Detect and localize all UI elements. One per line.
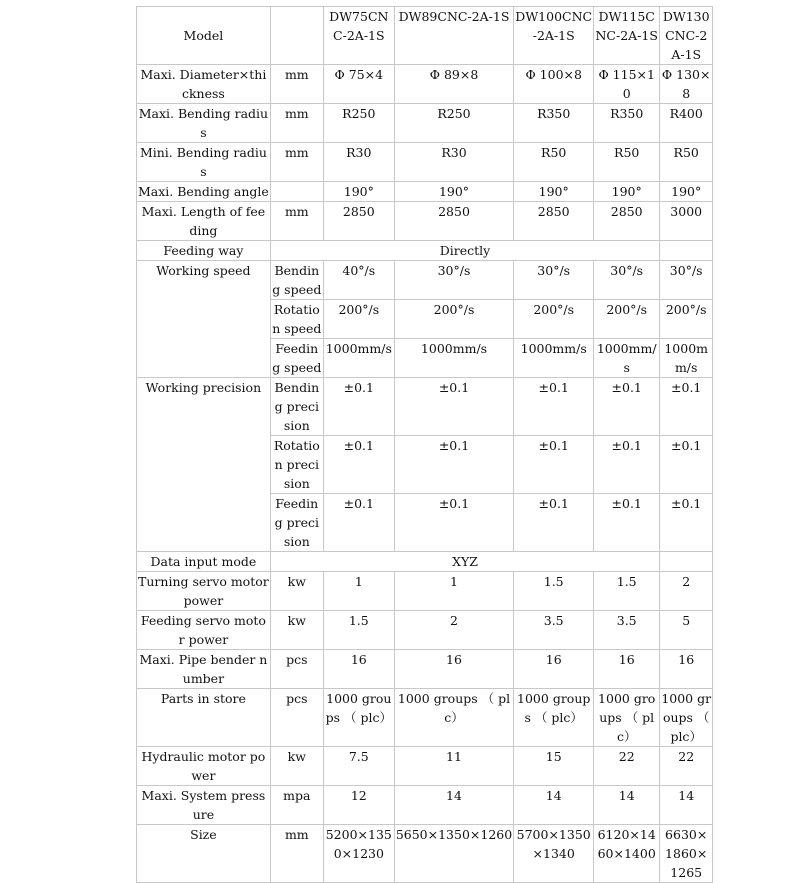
row-value: ±0.1 bbox=[394, 436, 513, 494]
row-unit: pcs bbox=[270, 650, 323, 689]
spec-table bbox=[136, 6, 713, 883]
row-label: Hydraulic motor power bbox=[137, 747, 271, 786]
sub-label: Bending speed bbox=[270, 261, 323, 300]
row-value: Φ 89×8 bbox=[394, 65, 513, 104]
row-value: Φ 130×8 bbox=[660, 65, 713, 104]
row-unit: mm bbox=[270, 104, 323, 143]
spec-row bbox=[137, 611, 713, 650]
row-value: 16 bbox=[323, 650, 394, 689]
row-value: 11 bbox=[394, 747, 513, 786]
spec-row bbox=[137, 689, 713, 747]
row-value: 190° bbox=[394, 182, 513, 202]
row-value: 40°/s bbox=[323, 261, 394, 300]
row-value: R400 bbox=[660, 104, 713, 143]
row-value: Φ 100×8 bbox=[514, 65, 594, 104]
row-value: R50 bbox=[514, 143, 594, 182]
row-unit: mpa bbox=[270, 786, 323, 825]
spec-row bbox=[137, 572, 713, 611]
row-value: ±0.1 bbox=[660, 494, 713, 552]
feeding-way-row bbox=[137, 241, 713, 261]
model-name: DW130CNC-2A-1S bbox=[660, 7, 713, 65]
model-header: Model bbox=[137, 7, 271, 65]
row-value: R50 bbox=[594, 143, 660, 182]
row-value: 14 bbox=[594, 786, 660, 825]
model-name: DW100CNC-2A-1S bbox=[514, 7, 594, 65]
data-input-row bbox=[137, 552, 713, 572]
row-value: 200°/s bbox=[394, 300, 513, 339]
spec-row bbox=[137, 650, 713, 689]
row-value: ±0.1 bbox=[514, 436, 594, 494]
header-row bbox=[137, 7, 713, 65]
row-value: R350 bbox=[594, 104, 660, 143]
row-value: 1000 groups （ plc） bbox=[323, 689, 394, 747]
row-unit: kw bbox=[270, 572, 323, 611]
row-value: 30°/s bbox=[660, 261, 713, 300]
row-value: ±0.1 bbox=[594, 436, 660, 494]
row-label: Parts in store bbox=[137, 689, 271, 747]
row-value: ±0.1 bbox=[394, 378, 513, 436]
row-value: 2 bbox=[394, 611, 513, 650]
row-value: 1.5 bbox=[323, 611, 394, 650]
feeding-way-value: Directly bbox=[270, 241, 659, 261]
row-value: 6120×1460×1400 bbox=[594, 825, 660, 883]
row-value: 15 bbox=[514, 747, 594, 786]
row-value: R250 bbox=[394, 104, 513, 143]
sub-label: Feeding speed bbox=[270, 339, 323, 378]
row-value: Φ 115×10 bbox=[594, 65, 660, 104]
row-value: 190° bbox=[660, 182, 713, 202]
row-value: 1000 groups （ plc） bbox=[394, 689, 513, 747]
row-value: 16 bbox=[514, 650, 594, 689]
row-label: Size bbox=[137, 825, 271, 883]
row-label: Maxi. Bending radius bbox=[137, 104, 271, 143]
row-value: 2850 bbox=[514, 202, 594, 241]
precision-row bbox=[137, 378, 713, 436]
row-value: 2 bbox=[660, 572, 713, 611]
row-unit: kw bbox=[270, 611, 323, 650]
row-value: 190° bbox=[594, 182, 660, 202]
row-value: 2850 bbox=[594, 202, 660, 241]
spec-row bbox=[137, 825, 713, 883]
model-name: DW115CNC-2A-1S bbox=[594, 7, 660, 65]
row-value: R250 bbox=[323, 104, 394, 143]
sub-label: Bending precision bbox=[270, 378, 323, 436]
row-value: 5200×1350×1230 bbox=[323, 825, 394, 883]
row-value: 14 bbox=[394, 786, 513, 825]
row-value: ±0.1 bbox=[660, 378, 713, 436]
row-label: Feeding servo motor power bbox=[137, 611, 271, 650]
row-label: Turning servo motor power bbox=[137, 572, 271, 611]
row-unit: kw bbox=[270, 747, 323, 786]
row-label: Maxi. Pipe bender number bbox=[137, 650, 271, 689]
row-value: 200°/s bbox=[660, 300, 713, 339]
spec-row bbox=[137, 182, 713, 202]
unit-header bbox=[270, 7, 323, 65]
row-value: 16 bbox=[594, 650, 660, 689]
row-value: 16 bbox=[394, 650, 513, 689]
row-value: 22 bbox=[660, 747, 713, 786]
row-value: 1 bbox=[394, 572, 513, 611]
row-value: ±0.1 bbox=[594, 494, 660, 552]
row-value: 2850 bbox=[394, 202, 513, 241]
row-unit: mm bbox=[270, 143, 323, 182]
row-value: 2850 bbox=[323, 202, 394, 241]
row-value: 30°/s bbox=[394, 261, 513, 300]
row-value: R350 bbox=[514, 104, 594, 143]
row-value: R30 bbox=[394, 143, 513, 182]
sub-label: Rotation speed bbox=[270, 300, 323, 339]
row-value: ±0.1 bbox=[394, 494, 513, 552]
row-unit bbox=[270, 182, 323, 202]
row-value: 3.5 bbox=[594, 611, 660, 650]
row-value: 5650×1350×1260 bbox=[394, 825, 513, 883]
speed-row bbox=[137, 261, 713, 300]
row-value: 3000 bbox=[660, 202, 713, 241]
row-value: ±0.1 bbox=[660, 436, 713, 494]
row-value: 14 bbox=[514, 786, 594, 825]
row-value: 14 bbox=[660, 786, 713, 825]
model-name: DW75CNC-2A-1S bbox=[323, 7, 394, 65]
row-value: 1000 groups （ plc） bbox=[514, 689, 594, 747]
row-value: 200°/s bbox=[594, 300, 660, 339]
row-label: Data input mode bbox=[137, 552, 271, 572]
row-value: 200°/s bbox=[323, 300, 394, 339]
sub-label: Feeding precision bbox=[270, 494, 323, 552]
row-value: 3.5 bbox=[514, 611, 594, 650]
row-label: Maxi. Diameter×thickness bbox=[137, 65, 271, 104]
working-precision-label: Working precision bbox=[137, 378, 271, 552]
row-value: ±0.1 bbox=[323, 436, 394, 494]
row-label: Mini. Bending radius bbox=[137, 143, 271, 182]
spec-row bbox=[137, 202, 713, 241]
row-value: 1000mm/s bbox=[514, 339, 594, 378]
sub-label: Rotation precision bbox=[270, 436, 323, 494]
row-value: 1.5 bbox=[514, 572, 594, 611]
row-value: 1000 groups （ plc） bbox=[594, 689, 660, 747]
row-value: 5 bbox=[660, 611, 713, 650]
row-value: 16 bbox=[660, 650, 713, 689]
row-value: 12 bbox=[323, 786, 394, 825]
row-value: 1000 groups （ plc） bbox=[660, 689, 713, 747]
working-speed-label: Working speed bbox=[137, 261, 271, 378]
row-label: Maxi. Bending angle bbox=[137, 182, 271, 202]
row-unit: pcs bbox=[270, 689, 323, 747]
row-value: 1000mm/s bbox=[660, 339, 713, 378]
row-value: ±0.1 bbox=[323, 378, 394, 436]
row-value: ±0.1 bbox=[514, 378, 594, 436]
row-value: 1 bbox=[323, 572, 394, 611]
row-label: Maxi. Length of feeding bbox=[137, 202, 271, 241]
row-unit: mm bbox=[270, 65, 323, 104]
spec-row bbox=[137, 747, 713, 786]
row-value: 30°/s bbox=[594, 261, 660, 300]
spec-row bbox=[137, 65, 713, 104]
row-value: ±0.1 bbox=[594, 378, 660, 436]
row-value: 1.5 bbox=[594, 572, 660, 611]
row-value: 200°/s bbox=[514, 300, 594, 339]
row-value: R50 bbox=[660, 143, 713, 182]
row-value: 1000mm/s bbox=[394, 339, 513, 378]
spec-row bbox=[137, 786, 713, 825]
row-label: Feeding way bbox=[137, 241, 271, 261]
row-value: 190° bbox=[323, 182, 394, 202]
row-value: ±0.1 bbox=[323, 494, 394, 552]
spec-row bbox=[137, 104, 713, 143]
row-value: 30°/s bbox=[514, 261, 594, 300]
row-value: 5700×1350×1340 bbox=[514, 825, 594, 883]
row-unit: mm bbox=[270, 202, 323, 241]
row-value: 190° bbox=[514, 182, 594, 202]
row-value: 1000mm/s bbox=[323, 339, 394, 378]
row-value: ±0.1 bbox=[514, 494, 594, 552]
data-input-value: XYZ bbox=[270, 552, 659, 572]
row-value: 6630×1860×1265 bbox=[660, 825, 713, 883]
row-value: Φ 75×4 bbox=[323, 65, 394, 104]
row-value: 22 bbox=[594, 747, 660, 786]
row-value: 7.5 bbox=[323, 747, 394, 786]
row-unit: mm bbox=[270, 825, 323, 883]
row-label: Maxi. System pressure bbox=[137, 786, 271, 825]
row-value: 1000mm/s bbox=[594, 339, 660, 378]
row-value: R30 bbox=[323, 143, 394, 182]
spec-row bbox=[137, 143, 713, 182]
model-name: DW89CNC-2A-1S bbox=[394, 7, 513, 65]
